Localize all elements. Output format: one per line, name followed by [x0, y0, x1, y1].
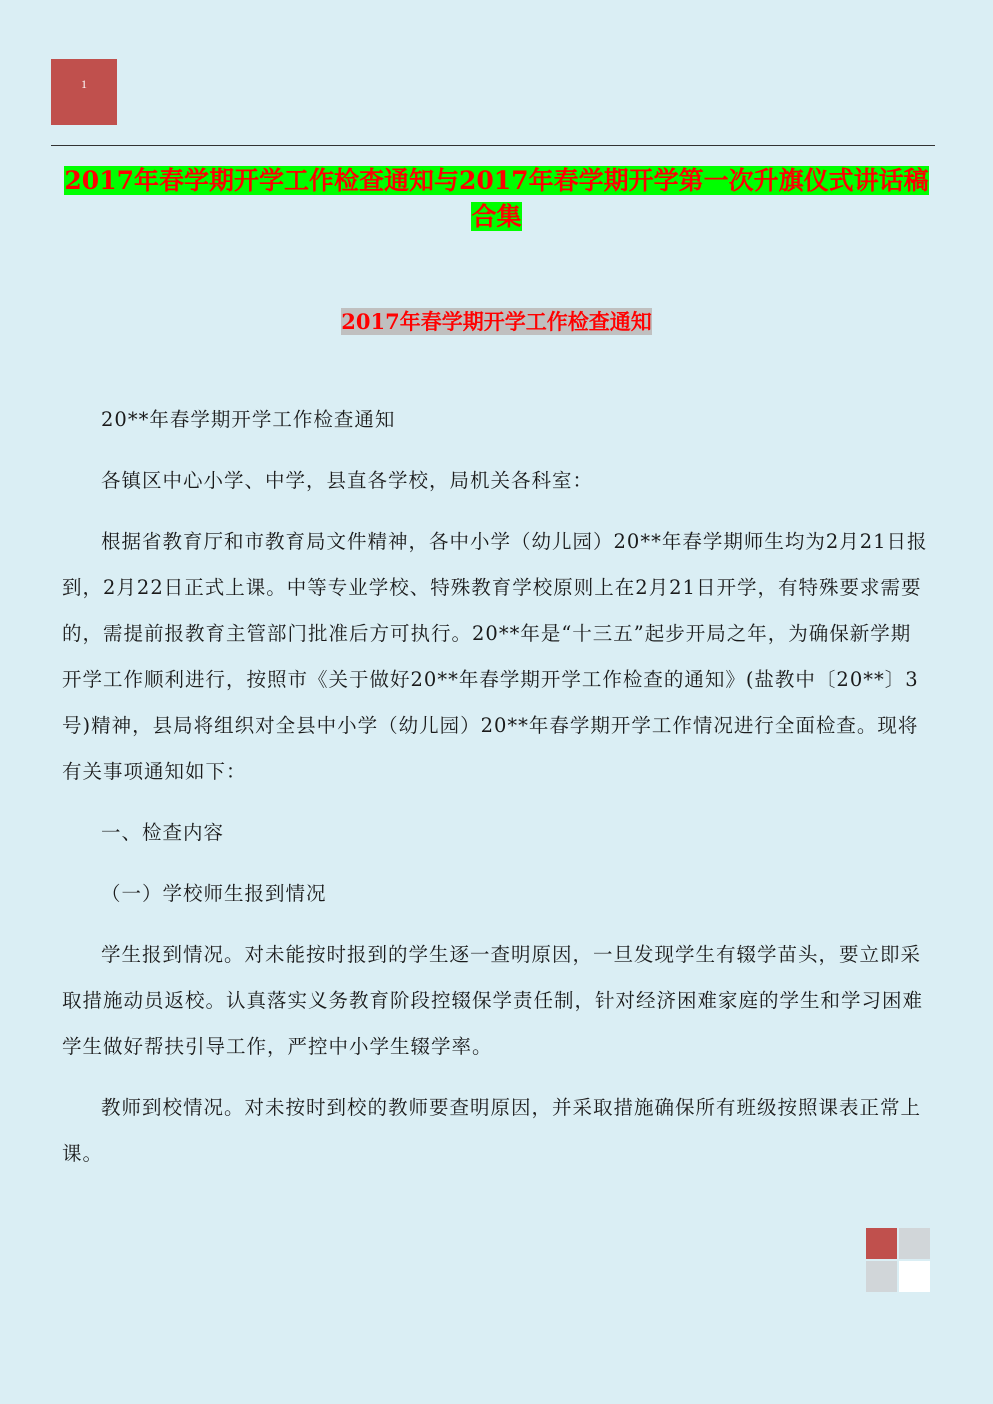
corner-square: [866, 1228, 897, 1259]
document-title: [60, 163, 933, 235]
corner-square: [866, 1261, 897, 1292]
body-paragraph: 学生报到情况。对未能按时报到的学生逐一查明原因，一旦发现学生有辍学苗头，要立即采取措施动员返校。认真落实义务教育阶段控辍保学责任制，针对经济困难家庭的学生和学习困难学生做好帮扶引导工作，严控中小学生辍学率。: [62, 943, 924, 1058]
page-number-badge: [51, 59, 117, 125]
document-title-text: 2017年春学期开学工作检查通知与2017年春学期开学第一次升旗仪式讲话稿合集: [64, 166, 929, 231]
corner-square: [899, 1261, 930, 1292]
body-paragraph: 根据省教育厅和市教育局文件精神，各中小学（幼儿园）20**年春学期师生均为2月21日报到，2月22日正式上课。中等专业学校、特殊教育学校原则上在2月21日开学，有特殊要求需要的，需提前报教育主管部门批准后方可执行。20**年是“十三五”起步开局之年，为确保新学期开学工作顺利进行，按照市《关于做好20**年春学期开学工作检查的通知》(盐教中〔20**〕3号)精神，县局将组织对全县中小学（幼儿园）20**年春学期开学工作情况进行全面检查。现将有关事项通知如下：: [62, 530, 928, 783]
document-body: [62, 397, 928, 1192]
corner-decoration: [866, 1228, 932, 1294]
body-paragraph: 一、检查内容: [101, 821, 225, 844]
body-paragraph: （一）学校师生报到情况: [101, 882, 327, 905]
section-title: [0, 305, 993, 339]
corner-square: [899, 1228, 930, 1259]
header-rule: [51, 145, 935, 146]
body-paragraph: 20**年春学期开学工作检查通知: [101, 408, 396, 431]
page-number: 1: [81, 77, 87, 91]
body-paragraph: 教师到校情况。对未按时到校的教师要查明原因，并采取措施确保所有班级按照课表正常上课。: [62, 1096, 922, 1165]
body-paragraph: 各镇区中心小学、中学，县直各学校，局机关各科室：: [101, 469, 594, 492]
section-title-text: 2017年春学期开学工作检查通知: [341, 309, 652, 334]
